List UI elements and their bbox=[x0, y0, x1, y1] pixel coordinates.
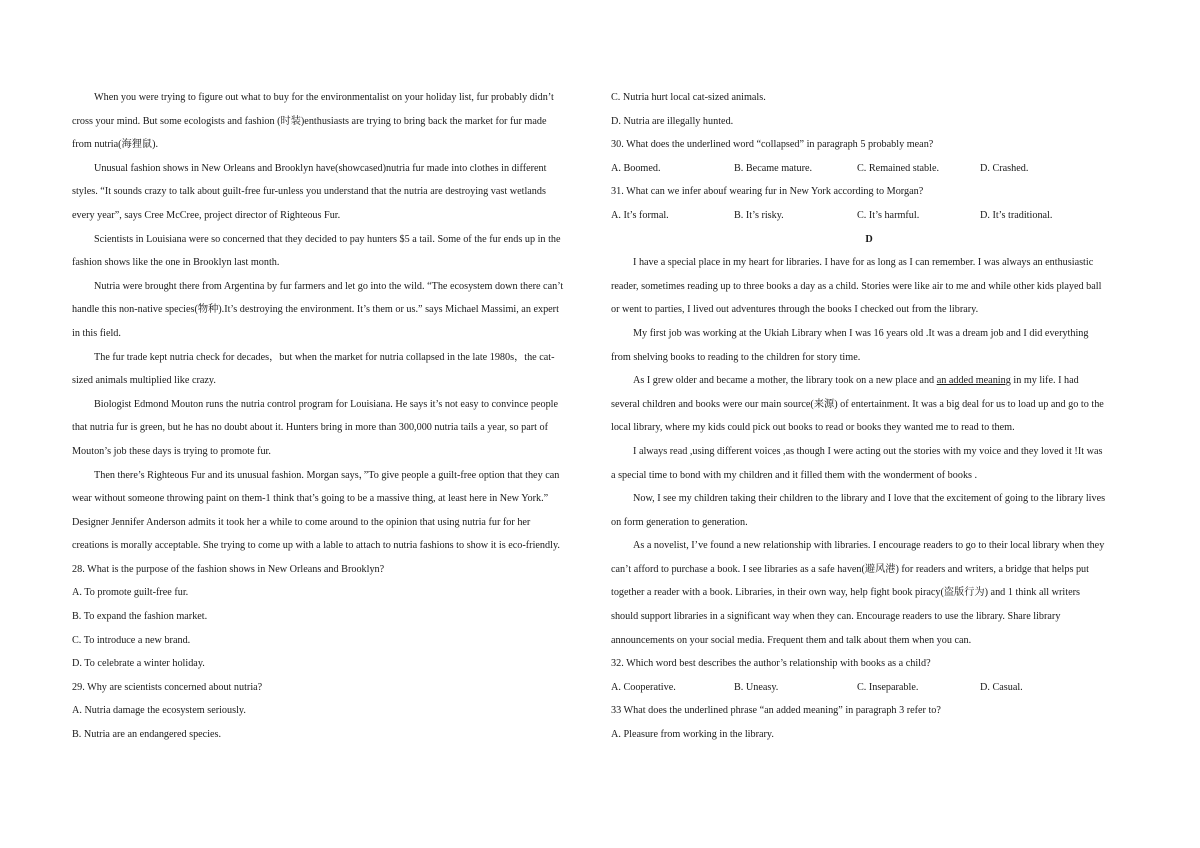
option-33a: A. Pleasure from working in the library. bbox=[611, 729, 774, 741]
option-32b: B. Uneasy. bbox=[734, 681, 779, 693]
passage-line: 29. Why are scientists concerned about nutria? bbox=[72, 681, 263, 693]
passage-line: A. Nutria damage the ecosystem seriously. bbox=[72, 705, 246, 717]
passage-d-line: I have a special place in my heart for libraries. I have for as long as I can remember. I was always an enthusiastic bbox=[633, 257, 1094, 269]
passage-line: The fur trade kept nutria check for decades，but when the market for nutria collapsed in the late 1980s，the cat- bbox=[94, 351, 555, 363]
passage-d-line: I always read ,using different voices ,as though I were acting out the stories with my voice and they loved it !It was bbox=[633, 445, 1103, 457]
passage-d-line: from shelving books to reading to the children for story time. bbox=[611, 351, 861, 363]
question-30: 30. What does the underlined word “collapsed” in paragraph 5 probably mean? bbox=[611, 139, 934, 151]
option-31b: B. It’s risky. bbox=[734, 209, 784, 221]
question-30-options bbox=[611, 157, 1127, 181]
passage-d-line: Now, I see my children taking their children to the library and I love that the excitement of going to the library lives bbox=[633, 493, 1106, 505]
line-text: in my life. I had bbox=[1010, 375, 1079, 387]
passage-line: Designer Jennifer Anderson admits it took her a while to come around to the opinion that using nutria fur for her bbox=[72, 516, 531, 528]
passage-d-line: reader, sometimes reading up to three books a day as a child. Stories were like air to me and while other kids played ball bbox=[611, 280, 1102, 292]
passage-line: in this field. bbox=[72, 327, 121, 339]
passage-line: every year”, says Cree McCree, project director of Righteous Fur. bbox=[72, 209, 341, 221]
line-text: As I grew older and became a mother, the library took on a new place and bbox=[633, 375, 937, 387]
passage-d-line: should support libraries in a significant way when they can. Encourage readers to use the library. Share library bbox=[611, 611, 1061, 623]
passage-line: Unusual fashion shows in New Orleans and Brooklyn have(showcased)nutria fur made into clothes in different bbox=[94, 162, 547, 174]
passage-d-line: on form generation to generation. bbox=[611, 516, 748, 528]
question-33: 33 What does the underlined phrase “an added meaning” in paragraph 3 refer to? bbox=[611, 705, 941, 717]
passage-line: Then there’s Righteous Fur and its unusual fashion. Morgan says，”To give people a guilt-free option that they can bbox=[94, 469, 560, 481]
passage-line: cross your mind. But some ecologists and fashion (时装)enthusiasts are trying to bring back the market for fur made bbox=[72, 115, 547, 127]
section-heading-d: D bbox=[865, 233, 873, 245]
passage-line: B. Nutria are an endangered species. bbox=[72, 729, 222, 741]
option-29d: D. Nutria are illegally hunted. bbox=[611, 115, 734, 127]
question-32-options bbox=[611, 676, 1127, 700]
passage-d-line: or went to parties, I lived out adventures through the books I checked out from the library. bbox=[611, 304, 979, 316]
passage-line: Scientists in Louisiana were so concerned that they decided to pay hunters $5 a tail. Some of the fur ends up in the bbox=[94, 233, 561, 245]
passage-line: C. To introduce a new brand. bbox=[72, 634, 191, 646]
passage-line: A. To promote guilt-free fur. bbox=[72, 587, 189, 599]
passage-line: creations is morally acceptable. She trying to come up with a lable to attach to nutria fashions to show it is eco-friendly. bbox=[72, 540, 560, 552]
passage-d-line: announcements on your social media. Frequent them and talk about them when you can. bbox=[611, 634, 972, 646]
passage-line: Biologist Edmond Mouton runs the nutria control program for Louisiana. He says it’s not easy to convince people bbox=[94, 398, 559, 410]
option-32a: A. Cooperative. bbox=[611, 681, 676, 693]
passage-line: sized animals multiplied like crazy. bbox=[72, 375, 216, 387]
question-31: 31. What can we infer abouf wearing fur in New York according to Morgan? bbox=[611, 186, 924, 198]
option-32c: C. Inseparable. bbox=[857, 681, 919, 693]
passage-d-line: a special time to bond with my children and it filled them with the wonderment of books . bbox=[611, 469, 978, 481]
passage-d-line bbox=[611, 369, 1127, 393]
passage-line: D. To celebrate a winter holiday. bbox=[72, 658, 205, 670]
passage-line: B. To expand the fashion market. bbox=[72, 611, 208, 623]
passage-d-line: local library, where my kids could pick out books to read or books they wanted me to read to them. bbox=[611, 422, 1015, 434]
option-30a: A. Boomed. bbox=[611, 162, 661, 174]
underlined-phrase: an added meaning bbox=[936, 375, 1011, 387]
passage-line: Nutria were brought there from Argentina by fur farmers and let go into the wild. “The ecosystem down there can’t bbox=[94, 280, 564, 292]
passage-line: from nutria(海狸鼠). bbox=[72, 139, 159, 151]
passage-d-line: can’t afford to purchase a book. I see libraries as a safe haven(避风港) for readers and writers, a bridge that helps put bbox=[611, 563, 1089, 575]
question-31-options bbox=[611, 204, 1127, 228]
option-31d: D. It’s traditional. bbox=[980, 209, 1053, 221]
left-column bbox=[72, 86, 588, 747]
passage-line: styles. “It sounds crazy to talk about guilt-free fur-unless you understand that the nutria are destroying vast wetlands bbox=[72, 186, 546, 198]
passage-line: When you were trying to figure out what to buy for the environmentalist on your holiday list, fur probably didn’t bbox=[94, 92, 554, 103]
passage-d-line: My first job was working at the Ukiah Library when I was 16 years old .It was a dream job and I did everything bbox=[633, 327, 1089, 339]
option-31c: C. It’s harmful. bbox=[857, 209, 920, 221]
question-32: 32. Which word best describes the author’s relationship with books as a child? bbox=[611, 658, 931, 670]
passage-d-line: together a reader with a book. Libraries, in their own way, help fight book piracy(盗版行为) and 1 think all writers bbox=[611, 587, 1080, 599]
passage-line: fashion shows like the one in Brooklyn last month. bbox=[72, 257, 280, 269]
right-column bbox=[611, 86, 1127, 747]
option-30c: C. Remained stable. bbox=[857, 162, 940, 174]
option-30d: D. Crashed. bbox=[980, 162, 1029, 174]
passage-d-line: As a novelist, I’ve found a new relationship with libraries. I encourage readers to go to their local library when they bbox=[633, 540, 1105, 552]
option-32d: D. Casual. bbox=[980, 681, 1023, 693]
passage-line: wear without someone throwing paint on them-1 think that’s going to be a massive thing, at least here in New York.” bbox=[72, 493, 549, 505]
passage-line: handle this non-native species(物种).It’s destroying the environment. It’s them or us.” says Michael Massimi, an expert bbox=[72, 304, 559, 316]
passage-d-line: several children and books were our main source(来源) of entertainment. It was a big deal for us to load up and go to the bbox=[611, 398, 1104, 410]
option-30b: B. Became mature. bbox=[734, 162, 813, 174]
passage-line: Mouton’s job these days is trying to promote fur. bbox=[72, 445, 271, 457]
option-31a: A. It’s formal. bbox=[611, 209, 669, 221]
option-29c: C. Nutria hurt local cat-sized animals. bbox=[611, 92, 766, 103]
passage-line: that nutria fur is green, but he has no doubt about it. Hunters bring in more than 300,000 nutria tails a year, so part of bbox=[72, 422, 549, 434]
passage-line: 28. What is the purpose of the fashion shows in New Orleans and Brooklyn? bbox=[72, 563, 385, 575]
